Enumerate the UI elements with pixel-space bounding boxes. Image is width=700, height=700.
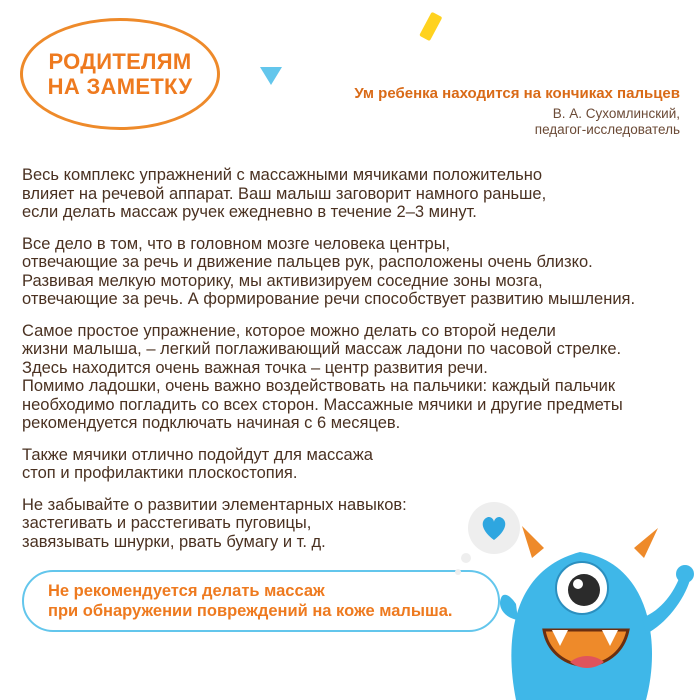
text-line: стоп и профилактики плоскостопия. <box>22 464 298 482</box>
blue-triangle-icon <box>258 65 284 87</box>
text-line: Здесь находится очень важная точка – центр развития речи. <box>22 358 488 377</box>
yellow-confetti-icon <box>416 10 446 44</box>
badge-line-1: РОДИТЕЛЯМ <box>48 49 192 74</box>
text-line: Также мячики отлично подойдут для массажа <box>22 445 373 464</box>
badge-title <box>48 49 193 99</box>
quote-text: Ум ребенка находится на кончиках пальцев <box>354 85 680 102</box>
header-badge <box>20 18 220 130</box>
text-line: Весь комплекс упражнений с массажными мячиками положительно <box>22 166 543 184</box>
text-line: если делать массаж ручек ежедневно в течение 2–3 минут. <box>22 203 477 221</box>
warning-callout <box>22 570 500 632</box>
paragraph <box>22 446 700 483</box>
text-line: Не забывайте о развитии элементарных навыков: <box>22 495 407 514</box>
quote-author <box>354 106 680 138</box>
text-line: застегивать и расстегивать пуговицы, <box>22 514 312 532</box>
text-line: Самое простое упражнение, которое можно делать со второй недели <box>22 321 556 340</box>
paragraph <box>22 322 700 433</box>
thought-bubble-heart-icon <box>455 502 520 575</box>
quote-block <box>354 85 680 138</box>
text-line: Развивая мелкую моторику, мы активизируем соседние зоны мозга, <box>22 271 543 290</box>
text-line: необходимо погладить со всех сторон. Массажные мячики и другие предметы <box>22 395 623 414</box>
one-eyed-blue-monster-icon <box>500 526 694 700</box>
text-line: завязывать шнурки, рвать бумагу и т. д. <box>22 532 326 551</box>
text-line: отвечающие за речь и движение пальцев рук, расположены очень близко. <box>22 253 593 271</box>
warning-line-2: при обнаружении повреждений на коже малыша. <box>48 602 453 620</box>
monster-mascot-illustration <box>452 500 700 700</box>
warning-line-1: Не рекомендуется делать массаж <box>48 582 325 600</box>
text-line: влияет на речевой аппарат. Ваш малыш заговорит намного раньше, <box>22 184 547 203</box>
quote-author-role: педагог-исследователь <box>534 122 680 137</box>
text-line: рекомендуется подключать начиная с 6 месяцев. <box>22 414 401 432</box>
text-line: Помимо ладошки, очень важно воздействовать на пальчики: каждый пальчик <box>22 377 616 395</box>
paragraph <box>22 166 700 222</box>
text-line: жизни малыша, – легкий поглаживающий массаж ладони по часовой стрелке. <box>22 340 622 358</box>
text-line: отвечающие за речь. А формирование речи способствует развитию мышления. <box>22 290 636 308</box>
badge-line-2: НА ЗАМЕТКУ <box>47 74 193 99</box>
quote-author-name: В. А. Сухомлинский, <box>552 106 680 121</box>
paragraph <box>22 235 700 309</box>
text-line: Все дело в том, что в головном мозге человека центры, <box>22 234 451 253</box>
